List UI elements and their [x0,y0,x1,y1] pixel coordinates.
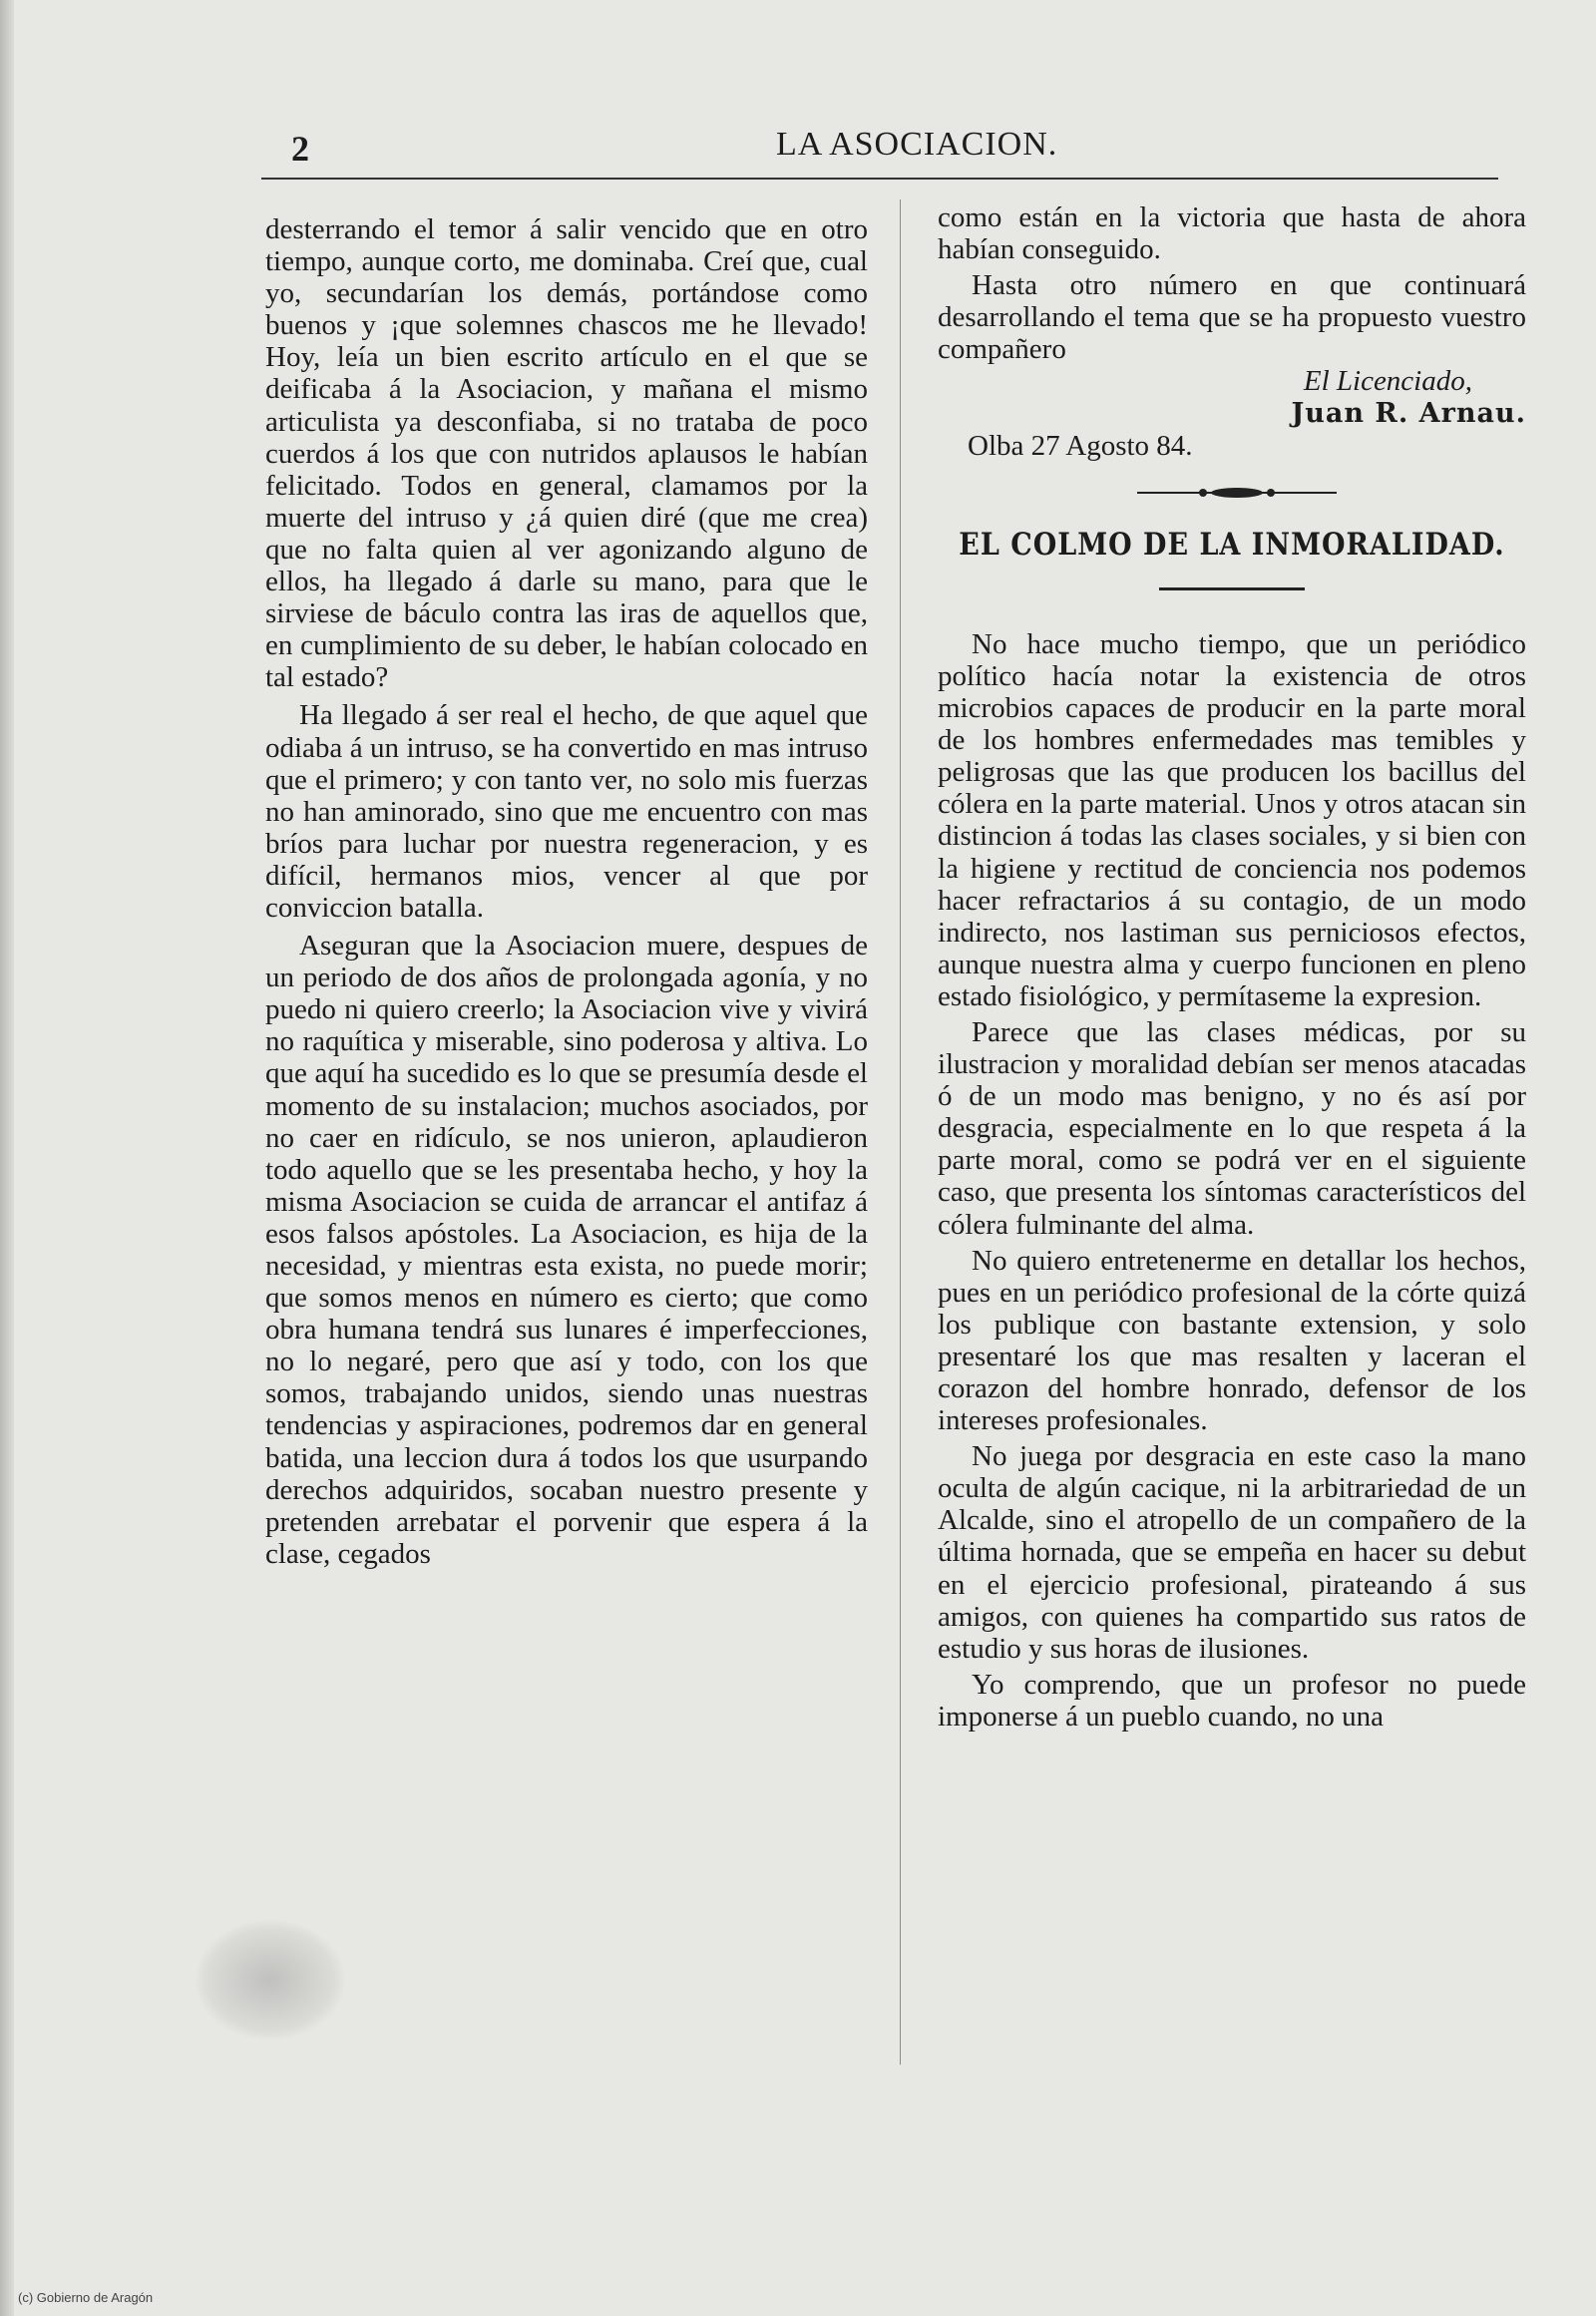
paragraph: No juega por desgracia en este caso la mano oculta de algún cacique, ni la arbitrariedad de un Alcalde, sino el atropello de un compañero de la última hornada, que se empeña en hacer su debut en el ejercicio profesional, pirateando á sus amigos, con quienes ha compartido sus ratos de estudio y sus horas de ilusiones. [938,1440,1526,1665]
dateline: Olba 27 Agosto 84. [968,429,1193,462]
ornament-divider [1137,484,1337,502]
right-column [938,201,1526,1733]
left-column [265,213,868,1570]
paragraph: Hasta otro número en que continuará desarrollando el tema que se ha propuesto vuestro compañero [938,269,1526,366]
paragraph: Yo comprendo, que un profesor no puede imponerse á un pueblo cuando, no una [938,1668,1526,1733]
header-rule [261,178,1498,180]
page-edge-shadow [0,0,14,2316]
paragraph: desterrando el temor á salir vencido que en otro tiempo, aunque corto, me dominaba. Creí que, cual yo, secundarían los demás, portándose como buenos y ¡que solemnes chascos me he llevado! Hoy, leía un bien escrito artículo en el que se deificaba á la Asociacion, y mañana el mismo articulista ya desconfiaba, si no trataba de poco cuerdos á los que con nutridos aplausos le habían felicitado. Todos en general, clamamos por la muerte del intruso y ¿á quien diré (que me crea) que no falta quien al ver agonizando alguno de ellos, ha llegado á darle su mano, para que le sirviese de báculo contra las iras de aquellos que, en cumplimiento de su deber, le habían colocado en tal estado? [265,213,868,694]
page-number: 2 [291,129,309,169]
heading-rule [1159,587,1305,590]
paragraph: Parece que las clases médicas, por su ilustracion y moralidad debían ser menos atacadas ó de un modo mas benigno, y no és así por desgracia, especialmente en lo que respeta á la parte moral, como se podrá ver en el siguiente caso, que presenta los síntomas característicos del cólera fulminante del alma. [938,1015,1526,1241]
paragraph: Aseguran que la Asociacion muere, despues de un periodo de dos años de prolongada agonía, y no puedo ni quiero creerlo; la Asociacion vive y vivirá no raquítica y miserable, sino poderosa y altiva. Lo que aquí ha sucedido es lo que se presumía desde el momento de su instalacion; muchos asociados, por no caer en ridículo, se nos unieron, aplaudieron todo aquello que se les presentaba hecho, y hoy la misma Asociacion se cuida de arrancar el antifaz á esos falsos apóstoles. La Asociacion, es hija de la necesidad, y mientras esta exista, no puede morir; que somos menos en número es cierto; que como obra humana tendrá sus lunares é imperfecciones, no lo negaré, pero que así y todo, con los que somos, trabajando unidos, siendo unas nuestras tendencias y aspiraciones, podremos dar en general batida, una leccion dura á todos los que usurpando derechos adquiridos, socaban nuestro presente y pretenden arrebatar el porvenir que espera á la clase, cegados [265,930,868,1570]
paragraph: Ha llegado á ser real el hecho, de que aquel que odiaba á un intruso, se ha convertido en mas intruso que el primero; y con tanto ver, no solo mis fuerzas no han aminorado, sino que me encuentro con mas bríos para luchar por nuestra regeneracion, y es difícil, hermanos mios, vencer al que por conviccion batalla. [265,699,868,924]
library-stamp [196,1920,345,2040]
paragraph: como están en la victoria que hasta de ahora habían conseguido. [938,201,1526,266]
signature-title: El Licenciado, [1303,365,1472,398]
copyright-notice: (c) Gobierno de Aragón [18,2290,154,2305]
paragraph: No hace mucho tiempo, que un periódico político hacía notar la existencia de otros microbios capaces de producir en la parte moral de los hombres enfermedades mas temibles y peligrosas que las que producen los bacillus del cólera en la parte material. Unos y otros atacan sin distincion á todas las clases sociales, y si bien con la higiene y rectitud de conciencia nos podemos hacer refractarios á su contagio, de un modo indirecto, nos lastiman sus perniciosos efectos, aunque nuestra alma y cuerpo funcionen en pleno estado fisiológico, y permítaseme la expresion. [938,627,1526,1012]
signature-name: Juan R. Arnau. [1291,397,1526,429]
column-divider [900,199,901,2065]
paragraph: No quiero entretenerme en detallar los hechos, pues en un periódico profesional de la córte quizá los publique con bastante extension, y solo presentaré los que mas resalten y laceran el corazon del hombre honrado, defensor de los intereses profesionales. [938,1244,1526,1437]
section-heading: EL COLMO DE LA INMORALIDAD. [959,527,1505,563]
running-title: LA ASOCIACION. [776,126,1058,163]
